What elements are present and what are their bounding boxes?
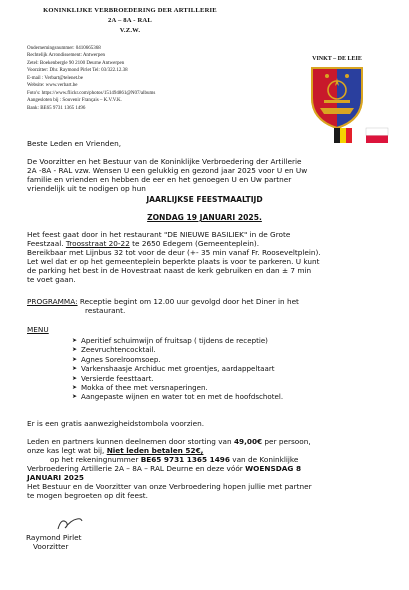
venue-suffix: te 2650 Edegem (Gemeenteplein). [129,239,260,248]
meta-photos-link[interactable]: Foto's: https://www.flickr.com/photos/151494861@N07/albums [27,90,156,96]
payment-line: Leden en partners kunnen deelnemen door storting van 49,00€ per persoon, [27,437,311,446]
menu-item: ➤ Zeevruchtencocktail. [72,345,156,355]
meta-bank: Bank: BE65 9731 1365 1496 [27,105,86,111]
intro-line: familie en vrienden en hebben de eer en het genoegen U en Uw partner [27,175,292,184]
org-legal-form: V.Z.W. [119,27,141,34]
signatory-role: Voorzitter [33,542,69,551]
contact-details [27,45,267,112]
menu-item: ➤ Aperitief schuimwijn of fruitsap ( tijdens de receptie) [72,336,268,345]
programma-text: Receptie begint om 12.00 uur gevolgd door het Diner in het [77,297,299,306]
closing-line: te mogen begroeten op dit feest. [27,491,148,500]
programma-line [27,297,395,306]
meta-line: Aangesloten bij : Souvenir Français – K.V.V.K. [27,98,122,104]
venue-line: Het feest gaat door in het restaurant "DE NIEUWE BASILIEK" in de Grote [27,230,291,239]
venue-address-line [27,239,395,248]
payment-line: Verbroedering Artillerie 2A – 8A – RAL Deurne en deze vóór WOENSDAG 8 [27,464,302,473]
signature-block [26,533,82,551]
meta-line: Zetel: Boekenbergle 90 2100 Deurne Antwerpen [27,60,125,66]
menu-list [72,336,283,402]
closing-line: Het Bestuur en de Voorzitter van onze Verbroedering hopen jullie met partner [27,482,312,491]
venue-prefix: Feestzaal. [27,239,66,248]
menu-item: ➤ Aangepaste wijnen en water tot en met de hoofdschotel. [72,392,284,402]
signature-scribble-icon [55,514,85,532]
menu-item: ➤ Varkenshaasje Archiduc met groentjes, aardappeltaart [72,364,275,374]
arrow-bullet-icon: ➤ [72,384,78,392]
intro-line: 2A -8A - RAL vzw. Wensen U een gelukkig en gezond jaar 2025 voor U en Uw [27,166,308,175]
menu-item: ➤ Mokka of thee met versnaperingen. [72,383,208,393]
menu-item: ➤ Versierde feesttaart. [72,373,154,383]
menu-label: MENU [27,325,49,334]
arrow-bullet-icon: ➤ [72,355,78,363]
signatory-name: Raymond Pirlet [26,533,82,542]
event-title: JAARLIJKSE FEESTMAALTIJD [146,195,263,204]
deadline: WOENSDAG 8 [245,464,302,473]
org-subtitle: 2A – 8A - RAL [108,17,152,24]
payment-line: onze kas legt wat bij, Niet leden betalen 52€, [27,446,204,455]
intro-line: De Voorzitter en het Bestuur van de Koninklijke Verbroedering der Artillerie [27,157,302,166]
member-price: 49,00€ [233,437,263,446]
arrow-bullet-icon: ➤ [72,365,78,373]
menu-item: ➤ Agnes Sorelroomsoep. [72,354,161,364]
arrow-bullet-icon: ➤ [72,393,78,401]
deadline-continued: JANUARI 2025 [27,473,84,482]
venue-line: de parking het best in de Hovestraat naast de kerk gebruiken en dan ± 7 min [27,266,312,275]
meta-line: Ondernemingsnummer: 0410665368 [27,46,101,51]
bank-account: BE65 9731 1365 1496 [140,455,230,464]
arrow-bullet-icon: ➤ [72,337,78,344]
meta-website[interactable]: Website: www.verbart.be [27,83,78,89]
nonmember-price: Niet leden betalen 52€, [106,446,204,455]
org-title: KONINKLIJKE VERBROEDERING DER ARTILLERIE [43,7,217,14]
arrow-bullet-icon: ➤ [72,374,78,382]
venue-line: Bereikbaar met Lijnbus 32 tot voor de deur (+- 35 min vanaf Fr. Rooseveltplein). [27,248,321,257]
tombola-text: Er is een gratis aanwezigheidstombola voorzien. [27,419,205,428]
venue-line: Let wel dat er op het gemeenteplein beperkte plaats is voor te parkeren. U kunt [27,257,320,266]
programma-label: PROGRAMMA: [27,297,78,306]
arrow-bullet-icon: ➤ [72,346,78,354]
venue-address: Troosstraat 20-22 [65,239,130,248]
programma-line: restaurant. [85,306,126,315]
meta-line: Rechtelijk Arrondissement: Antwerpen [27,53,106,59]
venue-line: te voet gaan. [27,275,76,284]
crest-label: VINKT – DE LEIE [312,56,362,62]
meta-email[interactable]: E-mail : Verbart@telenet.be [27,75,84,81]
event-date: ZONDAG 19 JANUARI 2025. [147,213,262,222]
meta-line: Voorzitter: Dhr. Raymond Pirlet Tel: 03/322.12.38 [27,68,128,74]
intro-line: vriendelijk uit te nodigen op hun [27,184,146,193]
greeting: Beste Leden en Vrienden, [27,139,122,148]
payment-line: op het rekeningnummer BE65 9731 1365 1496 van de Koninklijke [50,455,299,464]
crest-shield-icon [306,64,368,130]
